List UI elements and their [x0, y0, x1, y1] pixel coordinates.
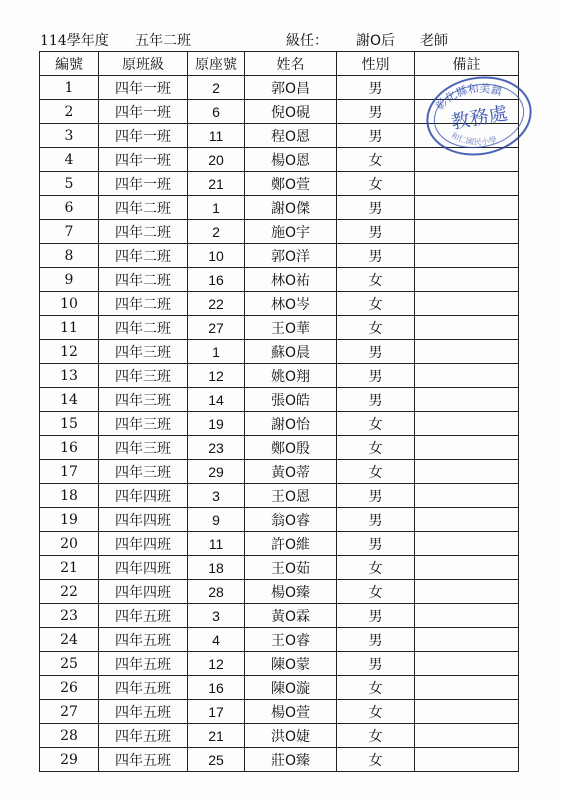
- cell-original-seat: 14: [188, 388, 245, 412]
- table-row: [40, 268, 519, 292]
- cell-original-seat: 18: [188, 556, 245, 580]
- table-row: [40, 652, 519, 676]
- cell-gender: 男: [337, 364, 415, 388]
- class-name: 五年二班: [135, 33, 191, 49]
- cell-remarks: [415, 172, 519, 196]
- cell-original-class: 四年一班: [99, 100, 188, 124]
- cell-original-class: 四年三班: [99, 436, 188, 460]
- table-row: [40, 724, 519, 748]
- cell-number: 12: [40, 340, 99, 364]
- cell-original-seat: 22: [188, 292, 245, 316]
- cell-original-class: 四年二班: [99, 316, 188, 340]
- cell-name: 張O皓: [245, 388, 337, 412]
- cell-original-seat: 23: [188, 436, 245, 460]
- cell-original-class: 四年五班: [99, 748, 188, 772]
- table-row: [40, 508, 519, 532]
- cell-name: 黃O蒂: [245, 460, 337, 484]
- cell-gender: 男: [337, 484, 415, 508]
- cell-gender: 女: [337, 412, 415, 436]
- cell-original-class: 四年五班: [99, 652, 188, 676]
- table-row: [40, 220, 519, 244]
- cell-gender: 男: [337, 652, 415, 676]
- cell-original-class: 四年三班: [99, 364, 188, 388]
- cell-number: 15: [40, 412, 99, 436]
- cell-original-seat: 21: [188, 172, 245, 196]
- cell-name: 黃O霖: [245, 604, 337, 628]
- cell-name: 林O祐: [245, 268, 337, 292]
- table-row: [40, 316, 519, 340]
- table-row: [40, 436, 519, 460]
- table-row: [40, 196, 519, 220]
- cell-remarks: [415, 652, 519, 676]
- cell-remarks: [415, 412, 519, 436]
- cell-original-seat: 10: [188, 244, 245, 268]
- cell-number: 2: [40, 100, 99, 124]
- cell-original-class: 四年三班: [99, 388, 188, 412]
- cell-original-seat: 2: [188, 76, 245, 100]
- cell-original-seat: 16: [188, 676, 245, 700]
- cell-original-seat: 6: [188, 100, 245, 124]
- col-header-original-seat: 原座號: [188, 52, 245, 76]
- cell-original-seat: 11: [188, 532, 245, 556]
- cell-original-seat: 1: [188, 196, 245, 220]
- cell-remarks: [415, 676, 519, 700]
- cell-number: 20: [40, 532, 99, 556]
- table-row: [40, 364, 519, 388]
- cell-remarks: [415, 196, 519, 220]
- cell-remarks: [415, 388, 519, 412]
- table-row: [40, 340, 519, 364]
- cell-original-class: 四年五班: [99, 628, 188, 652]
- table-row: [40, 580, 519, 604]
- stamp-top-text: 彰化縣和美鎮: [433, 81, 504, 113]
- cell-name: 王O睿: [245, 628, 337, 652]
- cell-gender: 女: [337, 436, 415, 460]
- cell-gender: 女: [337, 724, 415, 748]
- cell-gender: 男: [337, 220, 415, 244]
- table-row: [40, 388, 519, 412]
- cell-original-seat: 12: [188, 652, 245, 676]
- cell-gender: 男: [337, 508, 415, 532]
- cell-original-class: 四年五班: [99, 676, 188, 700]
- cell-gender: 女: [337, 748, 415, 772]
- table-row: [40, 244, 519, 268]
- cell-original-seat: 2: [188, 220, 245, 244]
- cell-name: 楊O臻: [245, 580, 337, 604]
- cell-number: 29: [40, 748, 99, 772]
- cell-gender: 男: [337, 388, 415, 412]
- cell-number: 7: [40, 220, 99, 244]
- cell-original-class: 四年二班: [99, 244, 188, 268]
- cell-original-seat: 20: [188, 148, 245, 172]
- cell-remarks: [415, 436, 519, 460]
- cell-gender: 女: [337, 676, 415, 700]
- cell-name: 王O茹: [245, 556, 337, 580]
- cell-remarks: [415, 508, 519, 532]
- cell-number: 17: [40, 460, 99, 484]
- cell-number: 26: [40, 676, 99, 700]
- cell-name: 鄭O萱: [245, 172, 337, 196]
- cell-remarks: [415, 532, 519, 556]
- table-row: [40, 292, 519, 316]
- cell-original-class: 四年三班: [99, 460, 188, 484]
- cell-original-seat: 9: [188, 508, 245, 532]
- school-office-stamp: [423, 72, 535, 158]
- cell-number: 6: [40, 196, 99, 220]
- cell-remarks: [415, 340, 519, 364]
- cell-name: 林O岑: [245, 292, 337, 316]
- cell-name: 程O恩: [245, 124, 337, 148]
- teacher-title: 老師: [420, 33, 448, 49]
- cell-number: 11: [40, 316, 99, 340]
- cell-name: 許O維: [245, 532, 337, 556]
- cell-number: 22: [40, 580, 99, 604]
- cell-original-class: 四年五班: [99, 700, 188, 724]
- cell-original-seat: 17: [188, 700, 245, 724]
- cell-gender: 男: [337, 628, 415, 652]
- cell-original-class: 四年四班: [99, 556, 188, 580]
- cell-original-class: 四年五班: [99, 724, 188, 748]
- cell-original-class: 四年一班: [99, 76, 188, 100]
- cell-number: 27: [40, 700, 99, 724]
- svg-text:和仁國民小學: [450, 130, 498, 147]
- cell-name: 謝O怡: [245, 412, 337, 436]
- table-row: [40, 700, 519, 724]
- cell-original-seat: 25: [188, 748, 245, 772]
- cell-gender: 男: [337, 196, 415, 220]
- teacher-name: 謝O后: [356, 33, 396, 49]
- cell-remarks: [415, 580, 519, 604]
- cell-name: 莊O臻: [245, 748, 337, 772]
- col-header-original-class: 原班級: [99, 52, 188, 76]
- table-row: [40, 556, 519, 580]
- table-row: [40, 676, 519, 700]
- cell-gender: 男: [337, 532, 415, 556]
- cell-gender: 男: [337, 100, 415, 124]
- cell-original-seat: 12: [188, 364, 245, 388]
- cell-original-seat: 4: [188, 628, 245, 652]
- cell-original-seat: 16: [188, 268, 245, 292]
- table-row: [40, 748, 519, 772]
- cell-original-seat: 28: [188, 580, 245, 604]
- cell-gender: 女: [337, 268, 415, 292]
- cell-original-class: 四年一班: [99, 148, 188, 172]
- cell-original-seat: 11: [188, 124, 245, 148]
- cell-name: 楊O恩: [245, 148, 337, 172]
- col-header-remarks: 備註: [415, 52, 519, 76]
- table-row: [40, 172, 519, 196]
- col-header-gender: 性別: [337, 52, 415, 76]
- cell-name: 倪O硯: [245, 100, 337, 124]
- school-year: 114學年度: [40, 33, 109, 49]
- cell-original-class: 四年五班: [99, 604, 188, 628]
- cell-original-class: 四年二班: [99, 196, 188, 220]
- cell-gender: 男: [337, 340, 415, 364]
- cell-gender: 女: [337, 556, 415, 580]
- cell-number: 9: [40, 268, 99, 292]
- cell-gender: 女: [337, 460, 415, 484]
- cell-remarks: [415, 556, 519, 580]
- cell-remarks: [415, 268, 519, 292]
- cell-number: 21: [40, 556, 99, 580]
- cell-name: 鄭O殷: [245, 436, 337, 460]
- stamp-center-text: 教務處: [449, 102, 510, 134]
- cell-original-class: 四年三班: [99, 340, 188, 364]
- cell-number: 19: [40, 508, 99, 532]
- cell-original-class: 四年二班: [99, 292, 188, 316]
- cell-remarks: [415, 364, 519, 388]
- cell-gender: 女: [337, 580, 415, 604]
- cell-original-class: 四年一班: [99, 124, 188, 148]
- stamp-bottom-text: 和仁國民小學: [449, 130, 498, 147]
- table-row: [40, 484, 519, 508]
- cell-remarks: [415, 292, 519, 316]
- class-roster-table: [39, 51, 519, 772]
- col-header-name: 姓名: [245, 52, 337, 76]
- cell-number: 24: [40, 628, 99, 652]
- table-row: [40, 460, 519, 484]
- cell-number: 4: [40, 148, 99, 172]
- cell-original-seat: 29: [188, 460, 245, 484]
- cell-gender: 男: [337, 604, 415, 628]
- cell-name: 王O華: [245, 316, 337, 340]
- cell-name: 郭O洋: [245, 244, 337, 268]
- cell-number: 13: [40, 364, 99, 388]
- cell-remarks: [415, 484, 519, 508]
- cell-remarks: [415, 604, 519, 628]
- cell-remarks: [415, 316, 519, 340]
- cell-original-seat: 19: [188, 412, 245, 436]
- cell-number: 1: [40, 76, 99, 100]
- cell-original-class: 四年四班: [99, 484, 188, 508]
- cell-original-seat: 3: [188, 484, 245, 508]
- teacher-label: 級任：: [286, 33, 328, 49]
- cell-remarks: [415, 244, 519, 268]
- cell-name: 陳O蒙: [245, 652, 337, 676]
- cell-name: 郭O昌: [245, 76, 337, 100]
- cell-original-class: 四年一班: [99, 172, 188, 196]
- table-row: [40, 412, 519, 436]
- table-row: [40, 532, 519, 556]
- cell-name: 姚O翔: [245, 364, 337, 388]
- cell-gender: 男: [337, 76, 415, 100]
- cell-name: 楊O萱: [245, 700, 337, 724]
- cell-name: 翁O睿: [245, 508, 337, 532]
- cell-gender: 男: [337, 244, 415, 268]
- cell-name: 施O宇: [245, 220, 337, 244]
- cell-original-seat: 27: [188, 316, 245, 340]
- cell-gender: 男: [337, 124, 415, 148]
- cell-remarks: [415, 220, 519, 244]
- cell-original-class: 四年四班: [99, 580, 188, 604]
- cell-number: 23: [40, 604, 99, 628]
- cell-number: 25: [40, 652, 99, 676]
- cell-original-class: 四年四班: [99, 532, 188, 556]
- cell-gender: 女: [337, 172, 415, 196]
- cell-gender: 女: [337, 292, 415, 316]
- cell-gender: 女: [337, 316, 415, 340]
- cell-original-seat: 3: [188, 604, 245, 628]
- table-row: [40, 604, 519, 628]
- cell-original-class: 四年四班: [99, 508, 188, 532]
- cell-number: 10: [40, 292, 99, 316]
- table-row: [40, 628, 519, 652]
- cell-remarks: [415, 724, 519, 748]
- cell-gender: 女: [337, 700, 415, 724]
- cell-number: 14: [40, 388, 99, 412]
- cell-number: 16: [40, 436, 99, 460]
- cell-gender: 女: [337, 148, 415, 172]
- cell-number: 5: [40, 172, 99, 196]
- cell-original-class: 四年三班: [99, 412, 188, 436]
- cell-name: 洪O婕: [245, 724, 337, 748]
- cell-original-class: 四年二班: [99, 268, 188, 292]
- cell-name: 蘇O晨: [245, 340, 337, 364]
- cell-original-seat: 21: [188, 724, 245, 748]
- cell-number: 3: [40, 124, 99, 148]
- cell-name: 王O恩: [245, 484, 337, 508]
- cell-name: 陳O漩: [245, 676, 337, 700]
- cell-original-class: 四年二班: [99, 220, 188, 244]
- cell-name: 謝O傑: [245, 196, 337, 220]
- cell-number: 8: [40, 244, 99, 268]
- cell-remarks: [415, 460, 519, 484]
- cell-remarks: [415, 700, 519, 724]
- cell-number: 18: [40, 484, 99, 508]
- col-header-number: 編號: [40, 52, 99, 76]
- cell-remarks: [415, 628, 519, 652]
- cell-number: 28: [40, 724, 99, 748]
- cell-remarks: [415, 748, 519, 772]
- cell-original-seat: 1: [188, 340, 245, 364]
